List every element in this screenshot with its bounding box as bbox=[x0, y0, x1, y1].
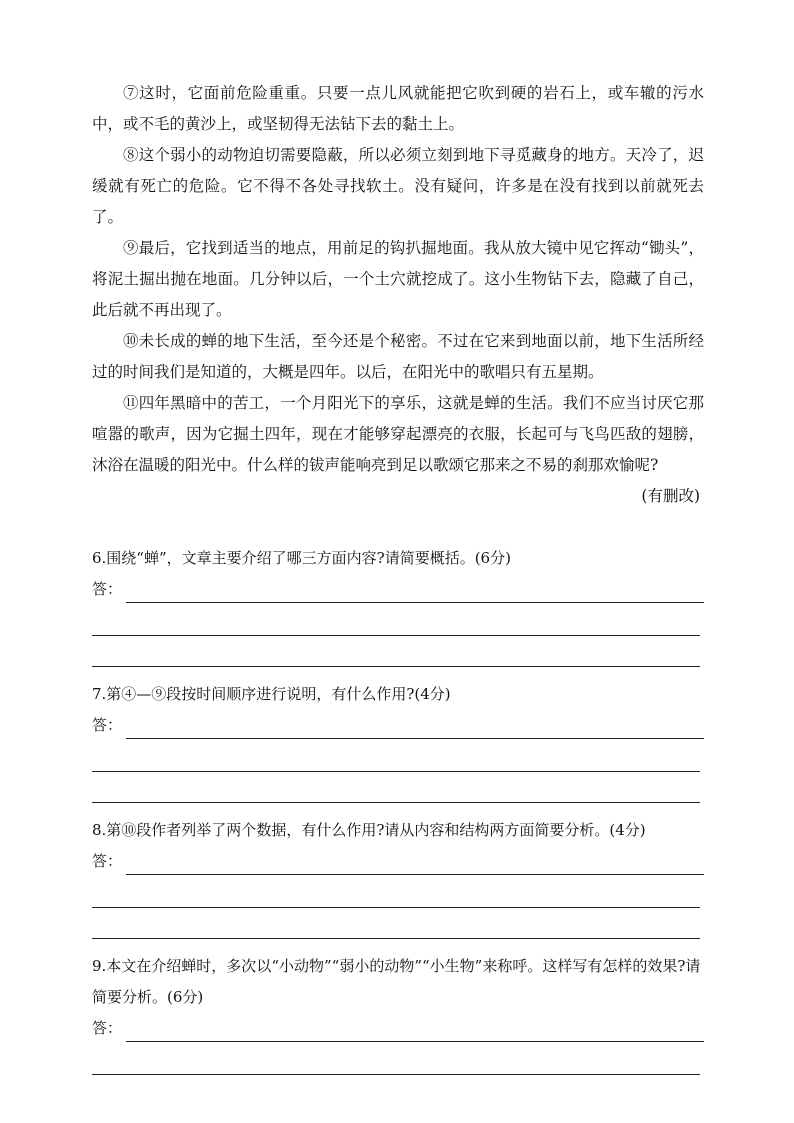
question-7 bbox=[92, 679, 704, 803]
question-list bbox=[92, 543, 704, 1075]
question-6-text: 6.围绕“蝉”，文章主要介绍了哪三方面内容?请简要概括。(6分) bbox=[92, 549, 511, 567]
question-8-text: 8.第⑩段作者列举了两个数据，有什么作用?请从内容和结构两方面简要分析。(4分) bbox=[92, 821, 646, 839]
spacer bbox=[92, 939, 704, 951]
answer-label: 答： bbox=[92, 1019, 123, 1037]
answer-label: 答： bbox=[92, 716, 123, 734]
paragraph-10: ⑩未长成的蝉的地下生活，至今还是个秘密。不过在它来到地面以前，地下生活所经过的时间我们是知道的，大概是四年。以后，在阳光中的歌唱只有五星期。 bbox=[92, 332, 704, 381]
answer-line[interactable] bbox=[126, 1017, 704, 1042]
answer-line[interactable] bbox=[92, 741, 700, 772]
question-8 bbox=[92, 815, 704, 939]
question-9-answer-row[interactable] bbox=[92, 1013, 704, 1044]
answer-line[interactable] bbox=[92, 1044, 700, 1075]
source-note: (有删改) bbox=[641, 487, 700, 505]
question-6 bbox=[92, 543, 704, 667]
paragraph-8: ⑧这个弱小的动物迫切需要隐蔽，所以必须立刻到地下寻觅藏身的地方。天冷了，迟缓就有死亡的危险。它不得不各处寻找软土。没有疑问，许多是在没有找到以前就死去了。 bbox=[92, 146, 704, 226]
paragraph-11: ⑪四年黑暗中的苦工，一个月阳光下的享乐，这就是蝉的生活。我们不应当讨厌它那喧嚣的歌声，因为它掘土四年，现在才能够穿起漂亮的衣服，长起可与飞鸟匹敌的翅膀，沐浴在温暖的阳光中。什么样的钹声能响亮到足以歌颂它那来之不易的刹那欢愉呢? bbox=[92, 394, 704, 474]
question-9-text: 9.本文在介绍蝉时，多次以“小动物”“弱小的动物”“小生物”来称呼。这样写有怎样的效果?请简要分析。(6分) bbox=[92, 957, 701, 1006]
paragraph-7: ⑦这时，它面前危险重重。只要一点儿风就能把它吹到硬的岩石上，或车辙的污水中，或不毛的黄沙上，或坚韧得无法钻下去的黏土上。 bbox=[92, 84, 704, 133]
answer-line[interactable] bbox=[92, 636, 700, 667]
answer-line[interactable] bbox=[126, 578, 704, 603]
question-9 bbox=[92, 951, 704, 1075]
answer-line[interactable] bbox=[92, 605, 700, 636]
answer-line[interactable] bbox=[126, 714, 704, 739]
question-8-answer-row[interactable] bbox=[92, 846, 704, 877]
answer-line[interactable] bbox=[92, 908, 700, 939]
answer-line[interactable] bbox=[92, 877, 700, 908]
question-7-answer-row[interactable] bbox=[92, 710, 704, 741]
answer-line[interactable] bbox=[126, 850, 704, 875]
answer-label: 答： bbox=[92, 852, 123, 870]
spacer bbox=[92, 667, 704, 679]
question-6-answer-row[interactable] bbox=[92, 574, 704, 605]
answer-label: 答： bbox=[92, 580, 123, 598]
spacer bbox=[92, 803, 704, 815]
reading-passage bbox=[92, 78, 704, 512]
answer-line[interactable] bbox=[92, 772, 700, 803]
paragraph-9: ⑨最后，它找到适当的地点，用前足的钩扒掘地面。我从放大镜中见它挥动“锄头”，将泥土掘出抛在地面。几分钟以后，一个土穴就挖成了。这小生物钻下去，隐藏了自己，此后就不再出现了。 bbox=[92, 239, 704, 319]
question-7-text: 7.第④—⑨段按时间顺序进行说明，有什么作用?(4分) bbox=[92, 685, 451, 703]
